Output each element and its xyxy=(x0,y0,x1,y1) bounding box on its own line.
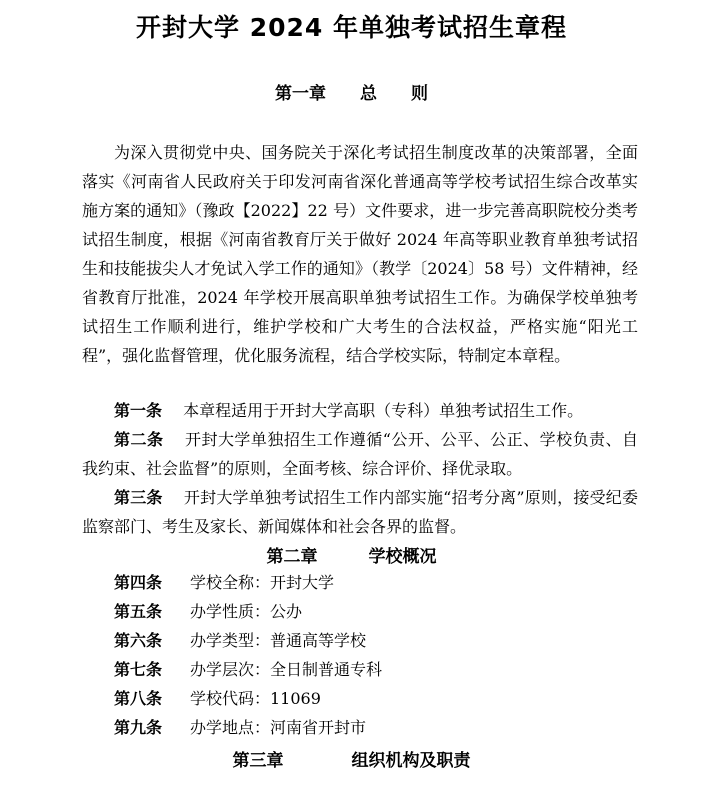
article-5 xyxy=(114,597,302,626)
article-2 xyxy=(82,425,638,483)
intro-paragraph: 为深入贯彻党中央、国务院关于深化考试招生制度改革的决策部署，全面落实《河南省人民政府关于印发河南省深化普通高等学校考试招生综合改革实施方案的通知》（豫政【2022】22 号）文件要求，进一步完善高职院校分类考试招生制度，根据《河南省教育厅关于做好 2024 年高等职业教育单独考试招生和技能拔尖人才免试入学工作的通知》（教学〔2024〕58 号）文件精神，经省教育厅批准，2024 年学校开展高职单独考试招生工作。为确保学校单独考试招生工作顺利进行，维护学校和广大考生的合法权益，严格实施“阳光工程”，强化监督管理，优化服务流程，结合学校实际，特制定本章程。 xyxy=(82,143,638,365)
article-1-text: 本章程适用于开封大学高职（专科）单独考试招生工作。 xyxy=(183,401,584,420)
article-9-text: 办学地点：河南省开封市 xyxy=(190,718,367,737)
article-6 xyxy=(114,626,366,655)
article-8 xyxy=(114,684,321,713)
article-1-label: 第一条 xyxy=(114,401,163,420)
article-2-label: 第二条 xyxy=(114,430,164,449)
article-4 xyxy=(114,568,334,597)
article-9-label: 第九条 xyxy=(114,718,163,737)
document-title: 开封大学 2024 年单独考试招生章程 xyxy=(136,13,567,42)
article-9 xyxy=(114,713,366,742)
article-5-label: 第五条 xyxy=(114,602,163,621)
article-6-label: 第六条 xyxy=(114,631,163,650)
chapter-3-heading: 第三章 组织机构及职责 xyxy=(232,751,471,771)
article-7-label: 第七条 xyxy=(114,660,163,679)
article-4-text: 学校全称：开封大学 xyxy=(190,573,335,592)
article-5-text: 办学性质：公办 xyxy=(190,602,303,621)
article-2-text: 开封大学单独招生工作遵循“公开、公平、公正、学校负责、自我约束、社会监督”的原则，全面考核、综合评价、择优录取。 xyxy=(82,430,638,478)
article-1 xyxy=(82,396,638,425)
article-8-label: 第八条 xyxy=(114,689,163,708)
article-6-text: 办学类型：普通高等学校 xyxy=(190,631,367,650)
article-3-text: 开封大学单独考试招生工作内部实施“招考分离”原则，接受纪委监察部门、考生及家长、新闻媒体和社会各界的监督。 xyxy=(82,488,638,536)
article-7-text: 办学层次：全日制普通专科 xyxy=(190,660,383,679)
chapter-2-heading: 第二章 学校概况 xyxy=(266,547,437,567)
article-7 xyxy=(114,655,382,684)
article-3 xyxy=(82,483,638,541)
article-8-text: 学校代码：11069 xyxy=(190,689,321,708)
chapter-1-heading: 第一章 总 则 xyxy=(275,84,428,104)
article-3-label: 第三条 xyxy=(114,488,163,507)
article-4-label: 第四条 xyxy=(114,573,163,592)
